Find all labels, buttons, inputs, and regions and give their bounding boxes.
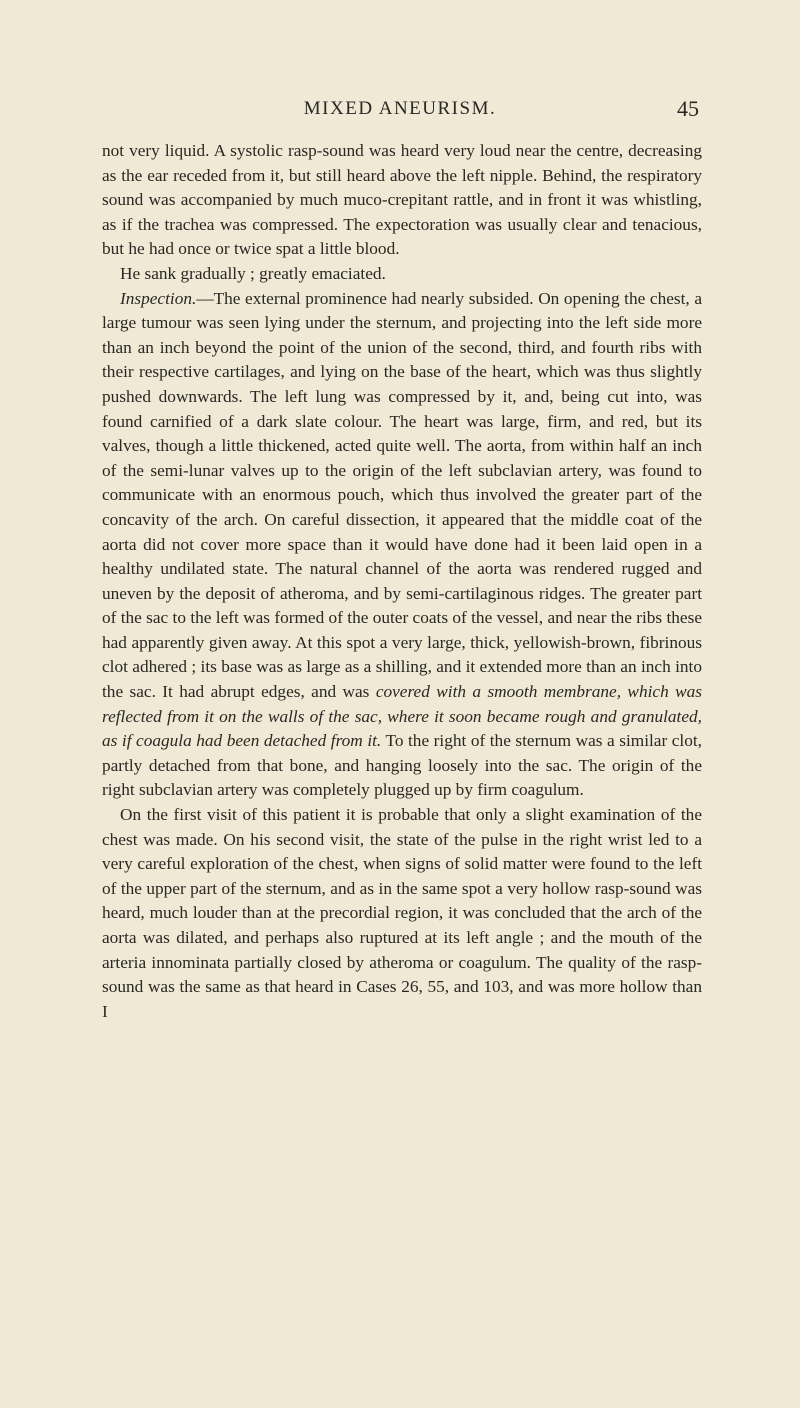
paragraph-3-italic: covered with a smooth membrane, which was reflected from it on the walls of the sac, where it soon became rough and granulated, as if coagula had been detached from it. bbox=[102, 682, 702, 751]
body-text bbox=[102, 139, 702, 1024]
paragraph-1: not very liquid. A systolic rasp-sound was heard very loud near the centre, decreasing as the ear receded from it, but still heard above the left nipple. Behind, the respiratory sound was accompanied by much muco-crepitant rattle, and in front it was whistling, as if the trachea was compressed. The expectoration was usually clear and tenacious, but he had once or twice spat a little blood. bbox=[102, 141, 702, 259]
paragraph-4: On the first visit of this patient it is probable that only a slight examination of the chest was made. On his second visit, the state of the pulse in the right wrist led to a very careful exploration of the chest, when signs of solid matter were found to the left of the upper part of the sternum, and as in the same spot a very hollow rasp-sound was heard, much louder than at the precordial region, it was concluded that the arch of the aorta was dilated, and perhaps also ruptured at its left angle ; and the mouth of the arteria innominata partially closed by atheroma or coagulum. The quality of the rasp-sound was the same as that heard in Cases 26, 55, and 103, and was more hollow than I bbox=[102, 805, 702, 1021]
paragraph-3-text-a: —The external prominence had nearly subsided. On opening the chest, a large tumour was seen lying under the sternum, and projecting into the left side more than an inch beyond the point of the union of the second, third, and fourth ribs with their respective cartilages, and lying on the base of the heart, which was thus slightly pushed downwards. The left lung was compressed by it, and, being cut into, was found carnified of a dark slate colour. The heart was large, firm, and red, but its valves, though a little thickened, acted quite well. The aorta, from within half an inch of the semi-lunar valves up to the origin of the left subclavian artery, was found to communicate with an enormous pouch, which thus involved the greater part of the concavity of the arch. On careful dissection, it appeared that the middle coat of the aorta did not cover more space than it would have done had it been laid open in a healthy undilated state. The natural channel of the aorta was rendered rugged and uneven by the deposit of atheroma, and by semi-cartilaginous ridges. The greater part of the sac to the left was formed of the outer coats of the vessel, and near the ribs these had apparently given away. At this spot a very large, thick, yellowish-brown, fibrinous clot adhered ; its base was as large as a shilling, and it extended more than an inch into the sac. It had abrupt edges, and was bbox=[102, 288, 702, 702]
running-title: MIXED ANEURISM. bbox=[303, 98, 497, 119]
paragraph-3-text-b: To the right of the sternum was a similar clot, partly detached from that bone, and hanging loosely into the sac. The origin of the right subclavian artery was completely plugged up by firm coagulum. bbox=[102, 731, 702, 800]
page-number: 45 bbox=[677, 96, 699, 121]
page-header bbox=[0, 98, 800, 128]
paragraph-2: He sank gradually ; greatly emaciated. bbox=[120, 263, 386, 283]
paragraph-3 bbox=[102, 287, 702, 803]
inspection-heading: Inspection. bbox=[120, 288, 197, 308]
